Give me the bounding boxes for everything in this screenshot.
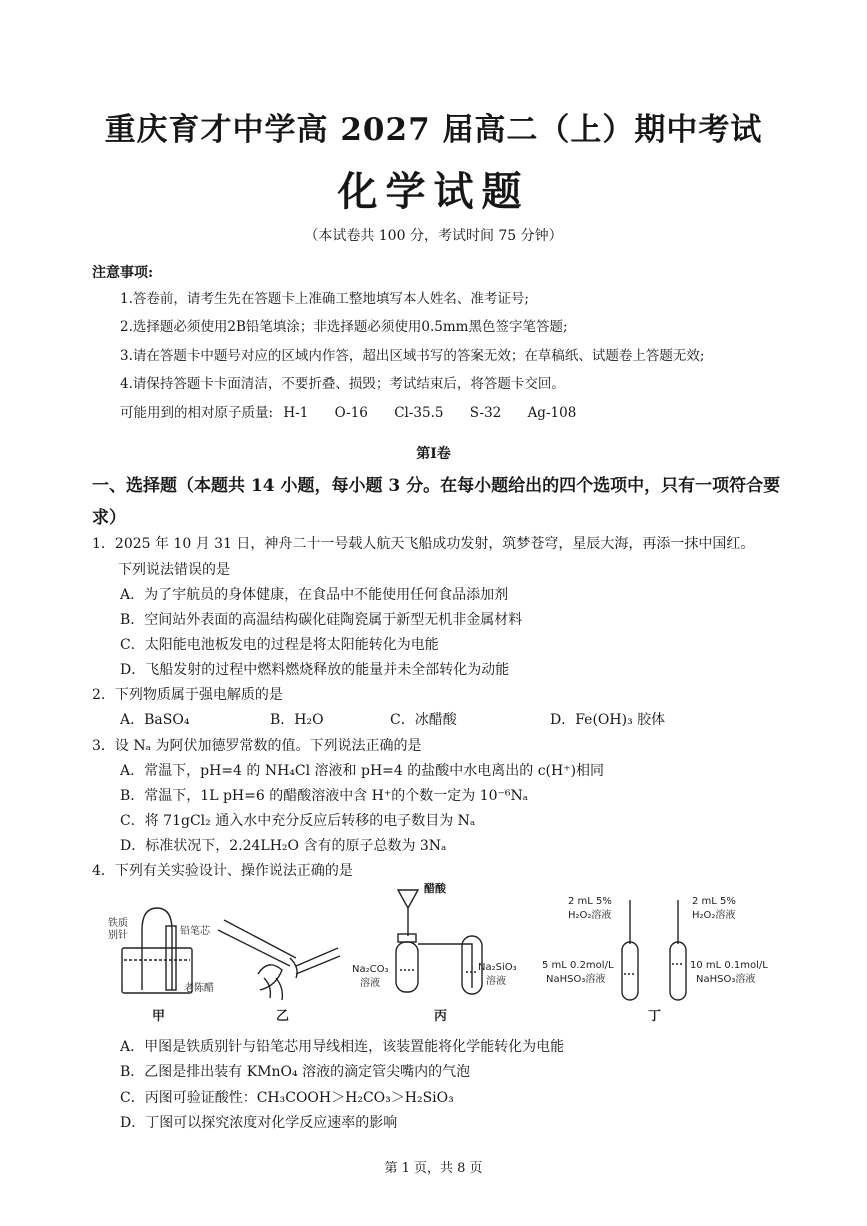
label-pin: 铁质: [108, 918, 128, 929]
option: C．丙图可验证酸性：CH₃COOH＞H₂CO₃＞H₂SiO₃: [120, 1090, 454, 1106]
volume-heading: 第I卷: [416, 446, 451, 462]
option: B．乙图是排出装有 KMnO₄ 溶液的滴定管尖嘴内的气泡: [120, 1064, 471, 1080]
page-footer: 第 1 页，共 8 页: [384, 1161, 483, 1176]
option: D．标准状况下，2.24LH₂O 含有的原子总数为 3Nₐ: [120, 838, 447, 854]
atomic-mass-item: S-32: [469, 405, 502, 421]
option: D．丁图可以探究浓度对化学反应速率的影响: [120, 1115, 398, 1131]
caption-ding: 丁: [648, 1009, 662, 1024]
notice-item: 4.请保持答题卡卡面清洁，不要折叠、损毁；考试结束后，将答题卡交回。: [120, 376, 565, 392]
section-heading: 一、选择题（本题共 14 小题，每小题 3 分。在每小题给出的四个选项中，只有一项符合要求）: [92, 476, 781, 528]
option: D．飞船发射的过程中燃料燃烧释放的能量并未全部转化为动能: [120, 662, 510, 678]
notice-item: 1.答卷前，请考生先在答题卡上准确工整地填写本人姓名、准考证号;: [120, 291, 529, 307]
atomic-mass-label: 可能用到的相对原子质量:: [120, 405, 274, 421]
question-stem: 4．下列有关实验设计、操作说法正确的是: [92, 863, 353, 879]
figure-ding: [622, 900, 686, 1000]
exam-title: 重庆育才中学高 2027 届高二（上）期中考试: [104, 112, 763, 148]
label-ding-tl2: H₂O₂溶液: [568, 910, 612, 921]
label-na2sio3: Na₂SiO₃: [478, 962, 517, 973]
label-na2co3: Na₂CO₃: [352, 964, 389, 975]
label-ding-tl1: 2 mL 5%: [568, 896, 612, 907]
label-ding-l1: 5 mL 0.2mol/L: [542, 960, 614, 971]
option: C．将 71gCl₂ 通入水中充分反应后转移的电子数目为 Nₐ: [120, 813, 476, 829]
label-pin: 别针: [108, 930, 128, 941]
option: C．冰醋酸: [390, 712, 457, 728]
atomic-mass-item: H-1: [283, 405, 309, 421]
label-ding-r1: 10 mL 0.1mol/L: [690, 960, 768, 971]
atomic-mass-item: O-16: [334, 405, 368, 421]
question-stem: 1．2025 年 10 月 31 日，神舟二十一号载人航天飞船成功发射，筑梦苍穹，星辰大海，再添一抹中国红。: [92, 536, 755, 552]
atomic-mass-line: [120, 401, 598, 421]
label-ding-l2: NaHSO₃溶液: [546, 974, 606, 985]
label-ding-tr1: 2 mL 5%: [692, 896, 736, 907]
subject-title: 化学试题: [337, 168, 530, 215]
label-ding-r2: NaHSO₃溶液: [696, 974, 756, 985]
notice-item: 3.请在答题卡中题号对应的区域内作答，超出区域书写的答案无效；在草稿纸、试题卷上答题无效;: [120, 348, 705, 364]
atomic-mass-item: Cl-35.5: [394, 405, 444, 421]
label-na2co3-sol: 溶液: [360, 978, 380, 989]
figure-jia: [122, 908, 192, 993]
question-stem: 2．下列物质属于强电解质的是: [92, 687, 283, 703]
option: A．为了宇航员的身体健康，在食品中不能使用任何食品添加剂: [120, 587, 509, 603]
figure-yi: [218, 920, 340, 1000]
atomic-mass-item: Ag-108: [527, 405, 577, 421]
label-vinegar: 老陈醋: [184, 983, 214, 994]
option: A．常温下，pH=4 的 NH₄Cl 溶液和 pH=4 的盐酸中水电离出的 c(H⁺)相同: [120, 763, 605, 779]
label-na2sio3-sol: 溶液: [486, 976, 506, 987]
label-ding-tr2: H₂O₂溶液: [692, 910, 736, 921]
question-stem-cont: 下列说法错误的是: [118, 562, 230, 578]
option: B．常温下，1L pH=6 的醋酸溶液中含 H⁺的个数一定为 10⁻⁶Nₐ: [120, 788, 529, 804]
caption-yi: 乙: [276, 1009, 290, 1024]
notice-item: 2.选择题必须使用2B铅笔填涂；非选择题必须使用0.5mm黑色签字笔答题;: [120, 319, 568, 335]
experiment-figure: [100, 878, 790, 1028]
label-acid: 醋酸: [424, 882, 446, 895]
caption-bing: 丙: [434, 1009, 448, 1024]
caption-jia: 甲: [152, 1009, 166, 1024]
option: B．空间站外表面的高温结构碳化硅陶瓷属于新型无机非金属材料: [120, 612, 523, 628]
exam-info: （本试卷共 100 分，考试时间 75 分钟）: [304, 228, 563, 244]
option: B．H₂O: [270, 712, 324, 728]
option: D．Fe(OH)₃ 胶体: [550, 712, 666, 728]
option: C．太阳能电池板发电的过程是将太阳能转化为电能: [120, 637, 439, 653]
figure-bing: [396, 890, 482, 994]
option: A．BaSO₄: [120, 712, 190, 728]
label-pencil: 铅笔芯: [180, 926, 210, 937]
notice-title: 注意事项:: [92, 265, 154, 281]
option: A．甲图是铁质别针与铅笔芯用导线相连，该装置能将化学能转化为电能: [120, 1039, 565, 1055]
question-stem: 3．设 Nₐ 为阿伏加德罗常数的值。下列说法正确的是: [92, 738, 422, 754]
